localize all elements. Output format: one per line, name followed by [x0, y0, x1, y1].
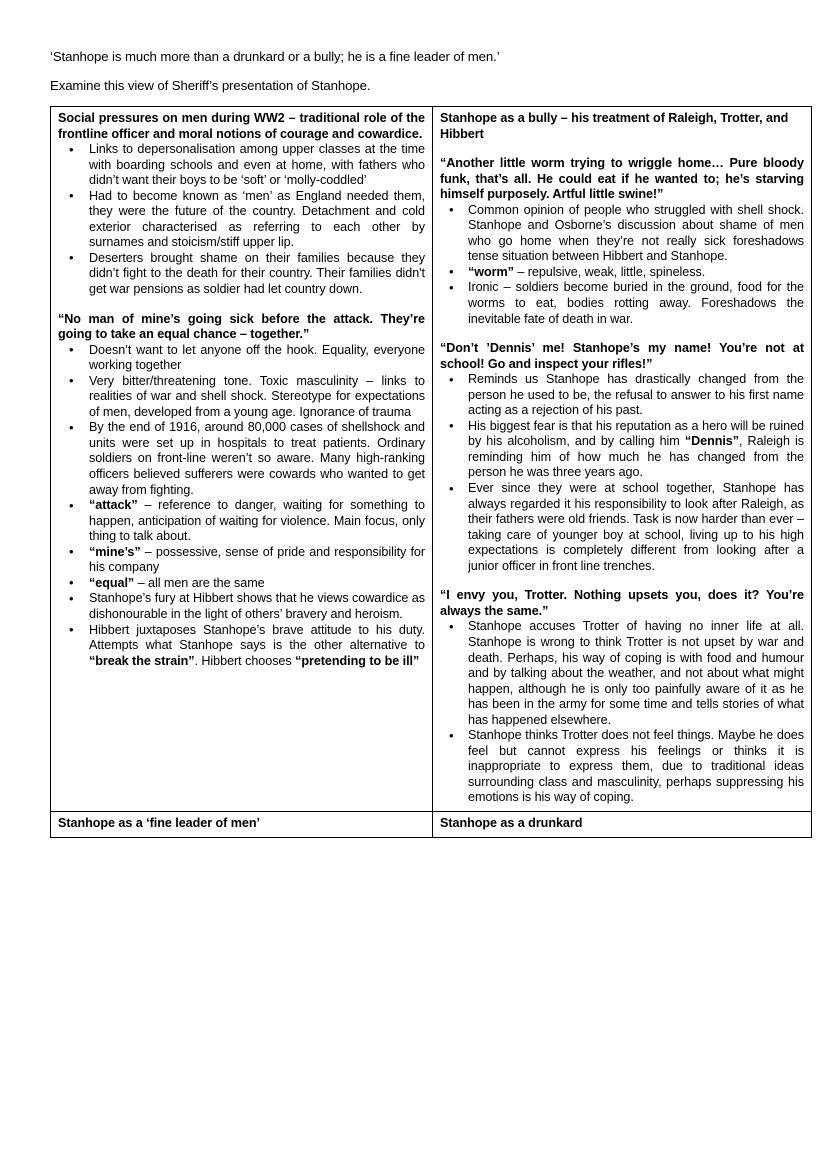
quotation-bullet-list — [440, 372, 804, 574]
list-item — [58, 420, 425, 498]
table-row — [51, 811, 812, 837]
list-item-keyword: “attack” — [89, 498, 138, 513]
quotation-bullet-list — [440, 619, 804, 806]
table-cell-bully — [433, 107, 812, 812]
list-item-text: His biggest fear is that his reputation as a hero will be ruined by his alcoholism, and by calling him — [468, 418, 804, 449]
list-item-text: Common opinion of people who struggled with shell shock. Stanhope and Osborne’s discussion about shame of men who go home when they’re not really sick foreshadows tense situation between Hibbert and Stanhope. — [468, 202, 804, 264]
list-item-text: Stanhope thinks Trotter does not feel things. Maybe he does feel but cannot express his feelings or thinks it is inappropriate to express them, due to traditional ideas surrounding class and masculinity, perhaps suppressing his emotions is his way of coping. — [468, 728, 804, 805]
table-cell-social-pressures — [51, 107, 433, 812]
list-item-text: Ironic – soldiers become buried in the ground, food for the worms to eat, bodies rotting away. Foreshadows the inevitable fate of death in war. — [468, 280, 804, 326]
list-item-keyword: “break the strain” — [89, 653, 195, 668]
table-cell-drunkard — [433, 811, 812, 837]
cell-heading: Stanhope as a bully – his treatment of Raleigh, Trotter, and Hibbert — [440, 111, 789, 141]
list-item — [58, 374, 425, 421]
list-item-text: , Raleigh is reminding him of how much he has changed from the person he was three years ago. — [468, 434, 805, 480]
list-item-text: – repulsive, weak, little, spineless. — [513, 264, 706, 279]
list-item — [58, 576, 425, 592]
list-item-text: Reminds us Stanhope has drastically changed from the person he used to be, the refusal to answer to his first name acting as a rejection of his past. — [468, 372, 804, 418]
play-quotation: “Another little worm trying to wriggle home… Pure bloody funk, that’s all. He could eat if he wanted to; he’s starving himself purposely. Artful little swine!” — [440, 156, 804, 202]
list-item-keyword: “Dennis” — [684, 434, 740, 449]
table-cell-fine-leader — [51, 811, 433, 837]
play-quotation: “Don’t ’Dennis’ me! Stanhope’s my name! You’re not at school! Go and inspect your rifles!” — [440, 341, 804, 371]
list-item — [58, 623, 425, 670]
list-item-text: – all men are the same — [134, 575, 265, 590]
list-item — [58, 498, 425, 545]
list-item-keyword: “equal” — [89, 575, 135, 590]
list-item: • Had to become known as ‘men’ as England needed them, they were the future of the country. Detachment and cold exterior characterised as referring to each other by surnames and stoicism/stiff upper lip. — [58, 189, 425, 251]
list-item — [440, 372, 804, 419]
quotation-bullet-list — [440, 203, 804, 327]
list-item: • Deserters brought shame on their families because they didn’t fight to the death for their country. Their families didn't get war pensions as soldier had let country down. — [58, 251, 425, 298]
list-item — [440, 728, 804, 806]
list-item-keyword: “worm” — [468, 264, 514, 279]
list-item: • Links to depersonalisation among upper classes at the time with boarding schools and even at home, with fathers who didn’t want their boys to be ‘soft’ or ‘molly-coddled’ — [58, 142, 425, 189]
list-item — [58, 545, 425, 576]
cell-heading: Social pressures on men during WW2 – traditional role of the frontline officer and moral notions of courage and cowardice. — [58, 111, 425, 141]
quotation-bullet-list — [58, 343, 425, 669]
list-item — [440, 481, 804, 574]
list-item-text: – possessive, sense of pride and responsibility for his company — [89, 544, 425, 575]
list-item-text: Doesn’t want to let anyone off the hook. Equality, everyone working together — [89, 342, 425, 373]
task-instruction-block — [50, 78, 782, 95]
source-quote-block — [50, 49, 782, 66]
list-item — [440, 419, 804, 481]
list-item — [440, 265, 804, 281]
source-quote-text: ‘Stanhope is much more than a drunkard or a bully; he is a fine leader of men.’ — [50, 49, 500, 64]
list-item — [58, 343, 425, 374]
table-row — [51, 107, 812, 812]
play-quotation: “No man of mine’s going sick before the attack. They’re going to take an equal chance – together.” — [58, 311, 425, 342]
list-item — [440, 280, 804, 327]
list-item — [440, 619, 804, 728]
list-item — [58, 591, 425, 622]
task-instruction-text: Examine this view of Sheriff’s presentation of Stanhope. — [50, 78, 371, 93]
list-item-text: Stanhope accuses Trotter of having no inner life at all. Stanhope is wrong to think Trotter is not upset by war and death. Perhaps, his way of coping is with food and humour and by talking about the weather, and not about what might happen, although he is only too painfully aware of it as he has been in the army for some time and tells stories of what has happened elsewhere. — [468, 619, 804, 727]
list-item-keyword: “mine’s” — [89, 544, 141, 559]
analysis-table — [50, 106, 812, 838]
list-item-text: . Hibbert chooses — [194, 653, 296, 668]
list-item-text: Stanhope’s fury at Hibbert shows that he views cowardice as dishonourable in the light of others’ bravery and heroism. — [89, 591, 425, 621]
list-item-text: Hibbert juxtaposes Stanhope’s brave attitude to his duty. Attempts what Stanhope says is the other alternative to — [89, 622, 425, 653]
list-item-text: Ever since they were at school together, Stanhope has always regarded it his responsibility to look after Raleigh, as their fathers were old friends. Task is now harder than ever – taking care of younger boy at school, living up to his high expectations is completely different from looking after a junior officer in front line trenches. — [468, 481, 804, 573]
list-item — [440, 203, 804, 265]
list-item-text: By the end of 1916, around 80,000 cases of shellshock and units were set up in hospitals to treat patients. Ordinary soldiers on front-line weren’t so aware. Many high-ranking officers believed sufferers were cowards who wanted to get away from fighting. — [89, 420, 425, 497]
play-quotation: “I envy you, Trotter. Nothing upsets you, does it? You’re always the same.” — [440, 588, 804, 618]
list-item-keyword: “pretending to be ill” — [295, 653, 420, 668]
list-item-text: Very bitter/threatening tone. Toxic masculinity – links to realities of war and shell shock. Stereotype for expectations of men, developed from a young age. Ignorance of trauma — [89, 373, 425, 419]
cell-heading: Stanhope as a drunkard — [440, 815, 583, 830]
heading-bullet-list — [58, 142, 425, 297]
list-item-text: – reference to danger, waiting for something to happen, anticipation of waiting for violence. Main focus, only thing to talk about. — [89, 498, 425, 544]
cell-heading: Stanhope as a ‘fine leader of men’ — [58, 815, 260, 830]
